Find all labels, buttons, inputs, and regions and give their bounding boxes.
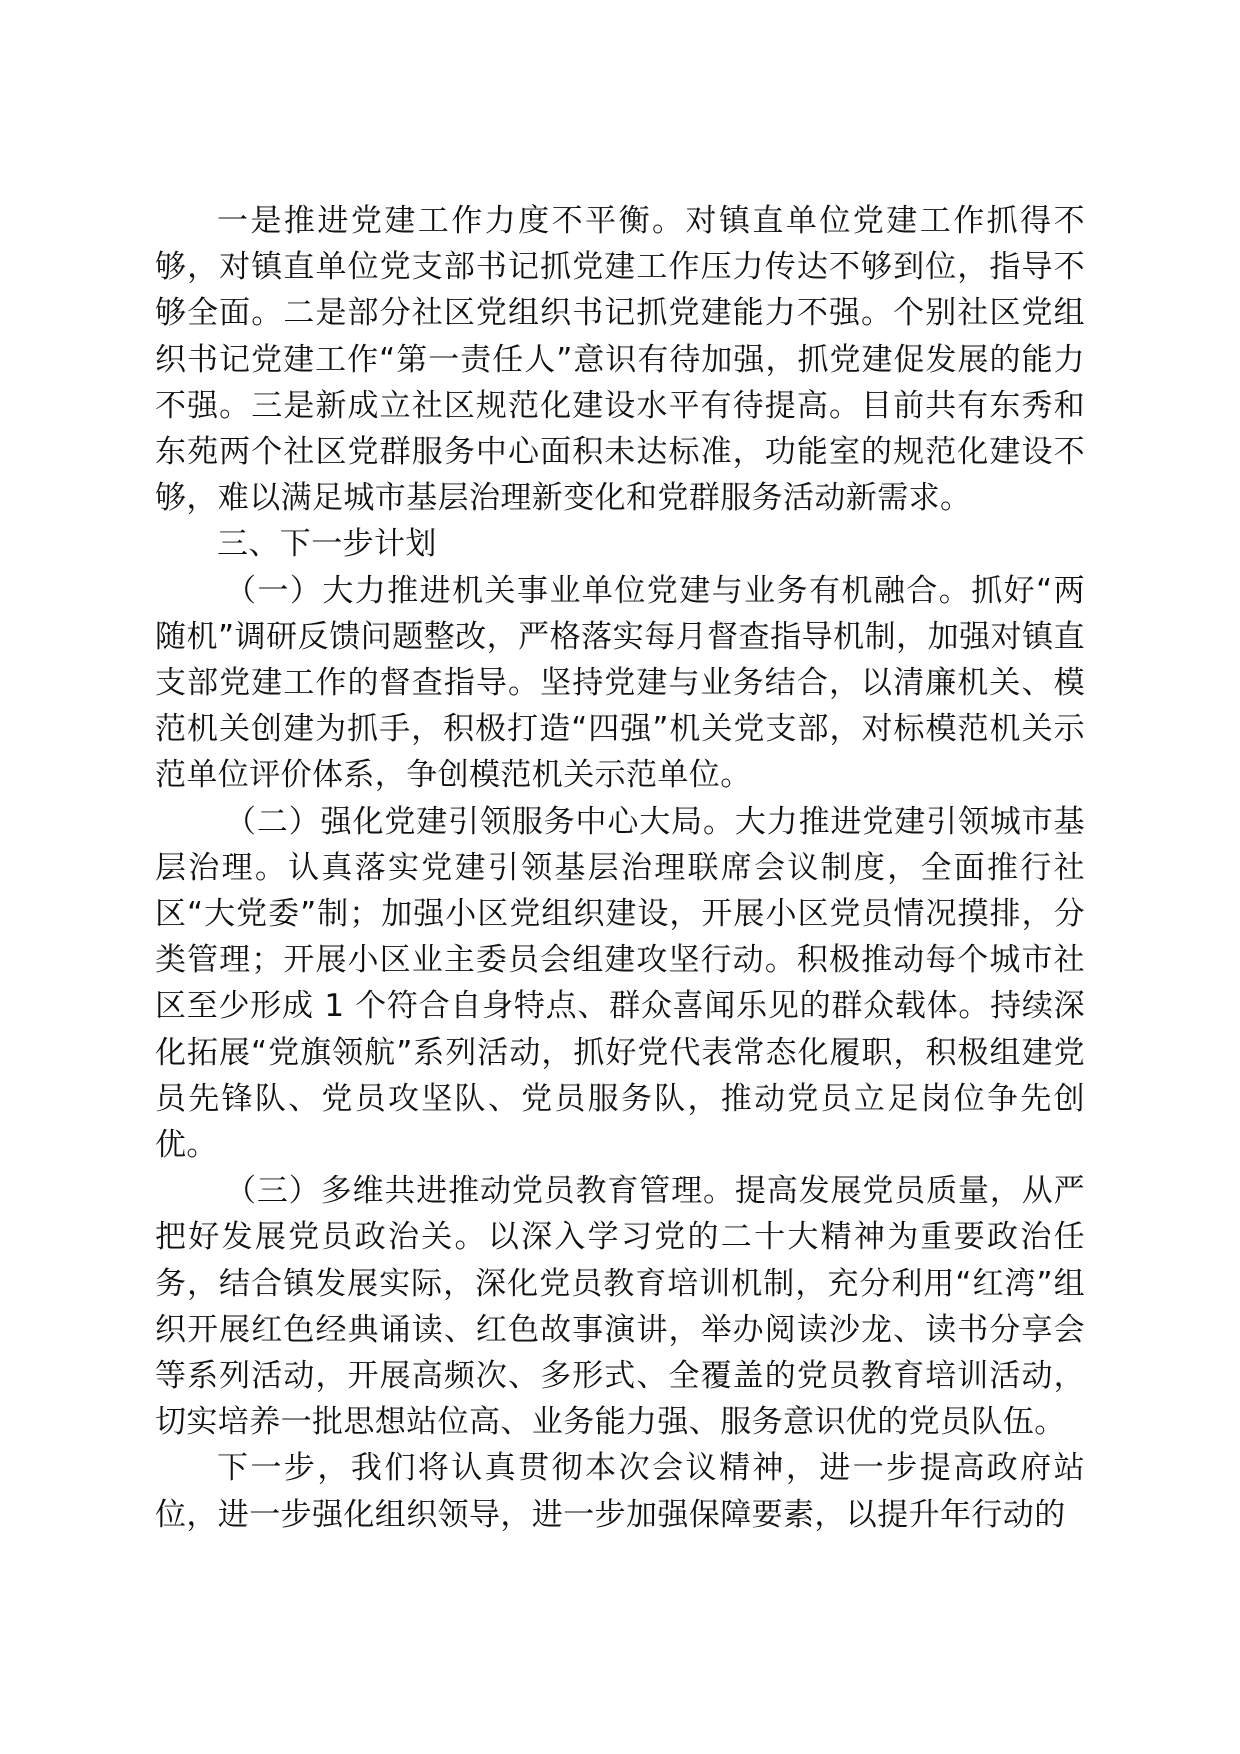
section-heading: 三、下一步计划 (217, 526, 437, 563)
document-body (155, 198, 1085, 1538)
paragraph-closing: 下一步，我们将认真贯彻本次会议精神，进一步提高政府站位，进一步强化组织领导，进一步加强保障要素，以提升年行动的 (155, 1450, 1085, 1533)
paragraph-plan-3: （三）多维共进推动党员教育管理。提高发展党员质量，从严把好发展党员政治关。以深入学习党的二十大精神为重要政治任务，结合镇发展实际，深化党员教育培训机制，充分利用“红湾”组织开展红色经典诵读、红色故事演讲，举办阅读沙龙、读书分享会等系列活动，开展高频次、多形式、全覆盖的党员教育培训活动，切实培养一批思想站位高、业务能力强、服务意识优的党员队伍。 (155, 1173, 1085, 1441)
paragraph-problems: 一是推进党建工作力度不平衡。对镇直单位党建工作抓得不够，对镇直单位党支部书记抓党建工作压力传达不够到位，指导不够全面。二是部分社区党组织书记抓党建能力不强。个别社区党组织书记党建工作“第一责任人”意识有待加强，抓党建促发展的能力不强。三是新成立社区规范化建设水平有待提高。目前共有东秀和东苑两个社区党群服务中心面积未达标准，功能室的规范化建设不够，难以满足城市基层治理新变化和党群服务活动新需求。 (155, 203, 1085, 517)
paragraph-plan-1: （一）大力推进机关事业单位党建与业务有机融合。抓好“两随机”调研反馈问题整改，严格落实每月督查指导机制，加强对镇直支部党建工作的督查指导。坚持党建与业务结合，以清廉机关、模范机关创建为抓手，积极打造“四强”机关党支部，对标模范机关示范单位评价体系，争创模范机关示范单位。 (155, 572, 1085, 794)
paragraph-plan-2: （二）强化党建引领服务中心大局。大力推进党建引领城市基层治理。认真落实党建引领基层治理联席会议制度，全面推行社区“大党委”制；加强小区党组织建设，开展小区党员情况摸排，分类管理；开展小区业主委员会组建攻坚行动。积极推动每个城市社区至少形成 1 个符合自身特点、群众喜闻乐见的群众载体。持续深化拓展“党旗领航”系列活动，抓好党代表常态化履职，积极组建党员先锋队、党员攻坚队、党员服务队，推动党员立足岗位争先创优。 (155, 803, 1085, 1164)
